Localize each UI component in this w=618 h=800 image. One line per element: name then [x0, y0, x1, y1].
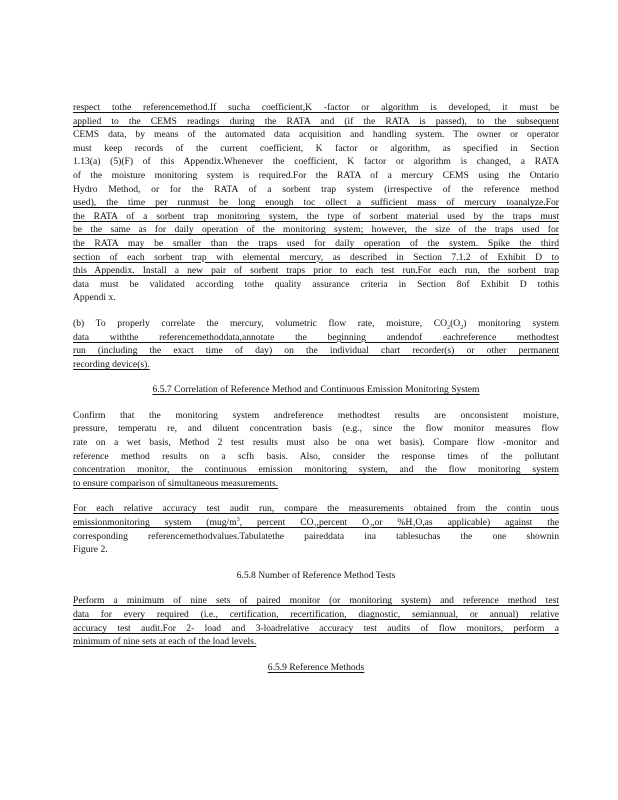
- section-heading-6-5-8: [73, 569, 559, 583]
- text-line: data must be validated according tothe quality assurance criteria in Section 8of Exhibit D tothis: [73, 278, 559, 290]
- paragraph-confirm: [73, 409, 559, 491]
- text-line: corresponding referencemethodvalues.Tabulatethe paireddata ina tablesuchas the one shownin: [73, 530, 559, 542]
- text-line: Hydro Method, or for the RATA of a sorbent trap system (irrespective of the reference method: [73, 183, 559, 195]
- text-line: 1.13(a) (5)(F) of this Appendix.Whenever the coefficient, K factor or algorithm is changed, a RATA: [73, 156, 559, 168]
- text-run: ,percent O: [316, 517, 370, 529]
- text-line: be the same as for daily operation of the monitoring system; however, the size of the traps used for: [73, 224, 559, 236]
- text-line: rate on a wet basis, Method 2 test results must also be ona wet basis). Compare flow -monitor and: [73, 437, 559, 449]
- heading-text: 6.5.9 Reference Methods: [267, 661, 365, 673]
- text-run: emissionmonitoring system (mug/m: [73, 517, 237, 529]
- subscript: 2: [447, 324, 451, 331]
- text-line: respect tothe referencemethod.If sucha coefficient,K -factor or algorithm is developed, it must be: [73, 102, 559, 113]
- subscript: 2: [460, 324, 464, 331]
- text-line: minimum of nine sets at each of the load levels.: [73, 636, 257, 648]
- section-heading-6-5-9: [73, 661, 559, 675]
- text-line: run (including the exact time of day) on the individual chart recorder(s) or other permanent: [73, 345, 559, 357]
- text-line: Appendi x.: [73, 292, 116, 304]
- paragraph-perform-minimum: [73, 594, 559, 648]
- text-line: the RATA may be smaller than the traps used for daily operation of the system. Spike the third: [73, 237, 559, 249]
- text-line: Confirm that the monitoring system andreference methodtest results are onconsistent moisture,: [73, 409, 559, 421]
- text-line: recording device(s).: [73, 358, 150, 370]
- text-run: (O: [450, 317, 461, 329]
- text-line: applied to the CEMS readings during the RATA and (if the RATA is passed), to the subsequent: [73, 115, 559, 127]
- text-line: Figure 2.: [73, 544, 108, 556]
- subscript: 2: [313, 523, 317, 530]
- text-line: [73, 317, 559, 331]
- subscript: 2: [369, 523, 373, 530]
- text-line: reference method results on a scfh basis. Also, consider the response times of the pollutant: [73, 450, 559, 462]
- superscript: 3: [236, 516, 240, 523]
- text-line: the RATA of a sorbent trap monitoring system, the type of sorbent material used by the traps must: [73, 210, 559, 222]
- text-line: [73, 516, 559, 530]
- paragraph-b-correlate: [73, 317, 559, 371]
- text-line: data for every required (i.e., certification, recertification, diagnostic, semiannual, or annual) relative: [73, 609, 559, 620]
- text-line: Perform a minimum of nine sets of paired monitor (or monitoring system) and reference method test: [73, 595, 559, 607]
- paragraph-each-audit-run: [73, 502, 559, 556]
- text-run: O,as applicable) against the: [415, 517, 559, 529]
- paragraph-rata-correlation: [73, 101, 559, 305]
- text-line: of the moisture monitoring system is required.For the RATA of a mercury CEMS using the Ontario: [73, 169, 559, 181]
- text-run: ) monitoring system: [463, 317, 559, 329]
- text-line: section of each sorbent trap with elemental mercury, as described in Section 7.1.2 of Exhibit D to: [73, 251, 559, 263]
- text-line: pressure, temperatu re, and diluent concentration basis (e.g., since the flow monitor measures flow: [73, 423, 559, 435]
- heading-text: 6.5.7 Correlation of Reference Method and Continuous Emission Monitoring System: [152, 384, 480, 396]
- text-line: to ensure comparison of simultaneous measurements.: [73, 477, 279, 489]
- text-line: data withthe referencemethoddata,annotate the beginning andendof eachreference methodtest: [73, 331, 559, 343]
- subscript: 2: [412, 523, 416, 530]
- text-run: , percent CO: [239, 517, 314, 529]
- text-line: used), the time per runmust be long enough toc ollect a sufficient mass of mercury toanalyze.For: [73, 197, 559, 209]
- document-page: [73, 101, 559, 674]
- text-line: For each relative accuracy test audit run, compare the measurements obtained from the contin uous: [73, 503, 559, 515]
- text-line: concentration monitor, the continuous emission monitoring system, and the flow monitoring system: [73, 464, 559, 476]
- heading-text: 6.5.8 Number of Reference Method Tests: [236, 569, 396, 581]
- text-line: this Appendix. Install a new pair of sorbent traps prior to each test run.For each run, the sorbent trap: [73, 265, 559, 277]
- text-line: accuracy test audit.For 2- load and 3-loadrelative accuracy test audits of flow monitors, perform a: [73, 622, 559, 634]
- text-run: (b) To properly correlate the mercury, volumetric flow rate, moisture, CO: [73, 317, 448, 329]
- text-line: must keep records of the current coefficient, K factor or algorithm, as specified in Section: [73, 142, 559, 154]
- text-line: CEMS data, by means of the automated data acquisition and handling system. The owner or operator: [73, 129, 559, 141]
- section-heading-6-5-7: [73, 383, 559, 397]
- text-run: ,or %H: [372, 517, 413, 529]
